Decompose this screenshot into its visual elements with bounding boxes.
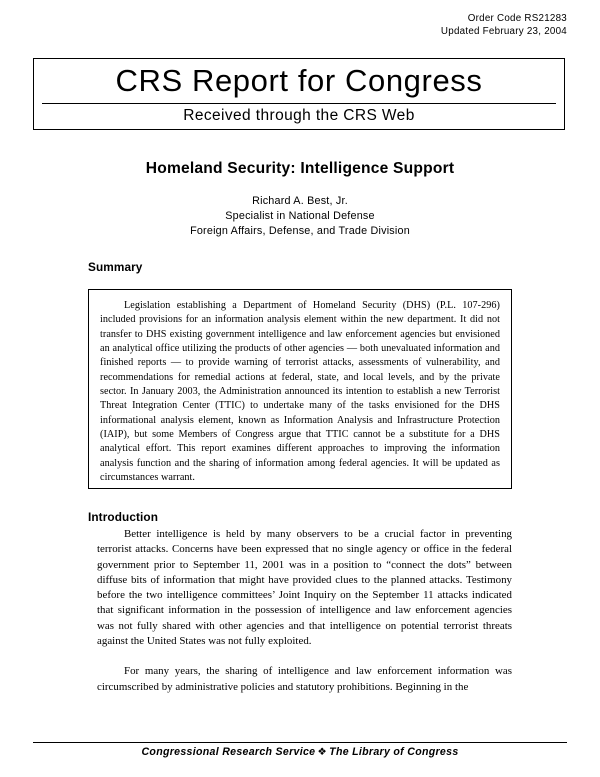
summary-box: [88, 289, 512, 489]
introduction-heading: Introduction: [88, 510, 158, 524]
footer: [0, 746, 600, 758]
body-content: [97, 527, 512, 710]
footer-organization: Congressional Research Service: [141, 746, 316, 758]
author-division: Foreign Affairs, Defense, and Trade Division: [190, 225, 410, 238]
updated-date: Updated February 23, 2004: [440, 26, 567, 38]
masthead-title: CRS Report for Congress: [115, 63, 483, 98]
author-title: Specialist in National Defense: [225, 210, 375, 223]
summary-text: Legislation establishing a Department of Homeland Security (DHS) (P.L. 107-296) included provisions for an information analysis element within the new department. It did not transfer to DHS existing government intelligence and law enforcement agencies but envisioned an analytical office utilizing the products of other agencies — both unevaluated information and finished reports — to provide warning of terrorist attacks, assessments of vulnerability, and recommendations for remedial actions at federal, state, and local levels, and by the private sector. In January 2003, the Administration announced its intention to establish a new Terrorist Threat Integration Center (TTIC) to undertake many of the tasks envisioned for the DHS informational analysis element, known as Information Analysis and Infrastructure Protection (IAIP), but some Members of Congress argue that TTIC cannot be a substitute for a DHS analytical effort. This report examines different approaches to improving the information analysis function and the sharing of information among federal agencies. It will be updated as circumstances warrant.: [100, 300, 500, 484]
report-title: Homeland Security: Intelligence Support: [145, 160, 455, 177]
intro-paragraph-1: Better intelligence is held by many observers to be a crucial factor in preventing terrorist attacks. Concerns have been expressed that no single agency or office in the federal government prior to September 11, 2001 was in a position to “connect the dots” between diffuse bits of information that might have provided clues to the planned attacks. Testimony before the two intelligence committees’ Joint Inquiry on the September 11 attacks indicated that significant information in the possession of intelligence and law enforcement agencies was not fully shared with other agencies and that intelligence on potential terrorist threats against the United States was not fully exploited.: [97, 528, 512, 648]
masthead-box: [33, 58, 565, 130]
footer-institution: The Library of Congress: [329, 746, 459, 758]
diamond-icon: ❖: [317, 746, 328, 758]
author-block: [40, 194, 560, 240]
masthead-subtitle: Received through the CRS Web: [183, 107, 415, 124]
footer-divider: [33, 742, 567, 743]
order-code-block: [441, 12, 567, 38]
author-name: Richard A. Best, Jr.: [252, 195, 348, 207]
intro-paragraph-2: For many years, the sharing of intelligence and law enforcement information was circumscribed by administrative policies and statutory prohibitions. Beginning in the: [97, 665, 512, 693]
summary-heading: Summary: [88, 260, 143, 274]
masthead-divider: [42, 103, 556, 104]
order-code: Order Code RS21283: [467, 13, 567, 24]
